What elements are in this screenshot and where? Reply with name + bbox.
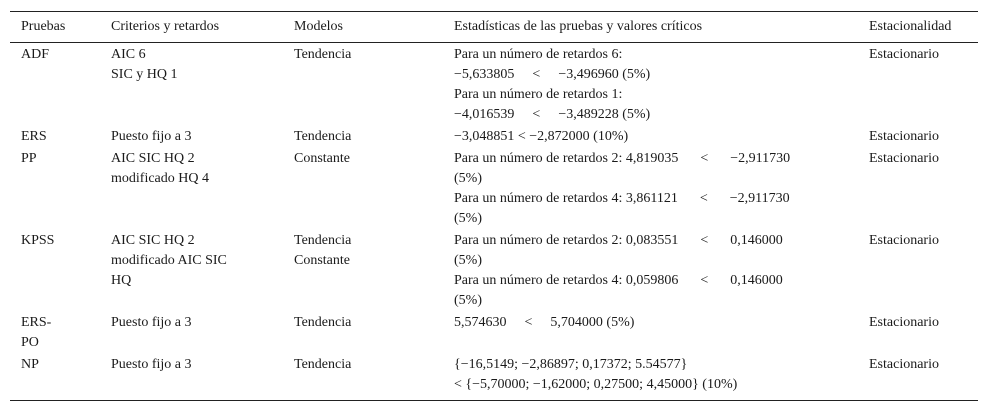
test-cell <box>21 45 49 65</box>
statistic-value: −5,633805 <box>454 67 515 82</box>
stats-cell-line: Para un número de retardos 1: <box>454 87 623 102</box>
criteria-cell-line: HQ <box>111 273 132 288</box>
test-cell-line: KPSS <box>21 233 55 248</box>
test-cell <box>21 313 51 353</box>
test-cell-line: ERS <box>21 129 47 144</box>
test-cell <box>21 149 37 169</box>
stats-cell <box>454 231 783 311</box>
model-cell-line: Constante <box>294 253 350 268</box>
model-cell-line: Tendencia <box>294 47 352 62</box>
criteria-cell-line: AIC 6 <box>111 47 146 62</box>
criteria-cell <box>111 313 192 333</box>
header-pruebas: Pruebas <box>21 19 66 34</box>
stats-cell <box>454 149 790 229</box>
stats-cell-line: Para un número de retardos 6: <box>454 47 623 62</box>
result-cell <box>869 355 939 375</box>
result-cell-line: Estacionario <box>869 233 939 248</box>
comparison-operator: < <box>532 107 541 122</box>
result-cell <box>869 45 939 65</box>
criteria-cell-line: AIC SIC HQ 2 <box>111 151 195 166</box>
result-cell <box>869 313 939 333</box>
criteria-cell <box>111 149 209 189</box>
test-cell-line: ERS- <box>21 315 52 330</box>
critical-value: −3,489228 (5%) <box>558 107 651 122</box>
model-cell-line: Constante <box>294 151 350 166</box>
statistic-value: −4,016539 <box>454 107 515 122</box>
statistic-value: Para un número de retardos 4: 0,059806 <box>454 273 679 288</box>
test-cell-line: ADF <box>21 47 50 62</box>
test-cell-line: PP <box>21 151 37 166</box>
criteria-cell <box>111 231 227 291</box>
critical-value: −2,911730 <box>729 191 790 206</box>
header-modelos: Modelos <box>294 19 343 34</box>
criteria-cell-line: SIC y HQ 1 <box>111 67 178 82</box>
result-cell-line: Estacionario <box>869 315 939 330</box>
criteria-cell <box>111 355 192 375</box>
test-cell <box>21 127 47 147</box>
comparison-operator: < <box>524 315 533 330</box>
stats-cell <box>454 313 634 333</box>
stats-cell-line <box>454 105 650 125</box>
model-cell-line: Tendencia <box>294 315 352 330</box>
stats-cell-line <box>454 65 650 85</box>
stats-cell-line: (5%) <box>454 293 482 308</box>
comparison-operator: < <box>699 191 708 206</box>
model-cell <box>294 149 350 169</box>
statistic-value: Para un número de retardos 2: 0,083551 <box>454 233 679 248</box>
criteria-cell-line: Puesto fijo a 3 <box>111 315 192 330</box>
stats-cell <box>454 355 737 395</box>
model-cell <box>294 45 351 65</box>
table-bottom-rule <box>10 400 978 401</box>
critical-value: 0,146000 <box>730 273 783 288</box>
statistic-value: Para un número de retardos 2: 4,819035 <box>454 151 679 166</box>
model-cell-line: Tendencia <box>294 129 352 144</box>
comparison-operator: < <box>700 233 709 248</box>
header-criterios: Criterios y retardos <box>111 19 220 34</box>
header-estadisticas: Estadísticas de las pruebas y valores críticos <box>454 19 703 34</box>
criteria-cell-line: Puesto fijo a 3 <box>111 129 192 144</box>
model-cell <box>294 355 351 375</box>
result-cell-line: Estacionario <box>869 47 939 62</box>
criteria-cell-line: modificado AIC SIC <box>111 253 227 268</box>
header-estacionalidad: Estacionalidad <box>869 19 952 34</box>
result-cell-line: Estacionario <box>869 129 939 144</box>
critical-value: 0,146000 <box>730 233 783 248</box>
statistic-value: 5,574630 <box>454 315 507 330</box>
stats-cell-line: −3,048851 < −2,872000 (10%) <box>454 129 629 144</box>
stats-cell-line: (5%) <box>454 211 482 226</box>
comparison-operator: < <box>700 273 709 288</box>
stats-cell-line: {−16,5149; −2,86897; 0,17372; 5.54577} <box>454 357 688 372</box>
comparison-operator: < <box>700 151 709 166</box>
stats-cell-line <box>454 271 783 291</box>
stats-cell-line <box>454 189 790 209</box>
critical-value: −3,496960 (5%) <box>558 67 651 82</box>
model-cell <box>294 313 351 333</box>
critical-value: −2,911730 <box>730 151 791 166</box>
stats-cell <box>454 127 628 147</box>
table-top-rule <box>10 11 978 12</box>
test-cell <box>21 355 39 375</box>
statistic-value: Para un número de retardos 4: 3,861121 <box>454 191 678 206</box>
model-cell-line: Tendencia <box>294 233 352 248</box>
test-cell <box>21 231 54 251</box>
result-cell-line: Estacionario <box>869 151 939 166</box>
comparison-operator: < <box>532 67 541 82</box>
result-cell <box>869 127 939 147</box>
stats-cell-line: (5%) <box>454 253 482 268</box>
model-cell-line: Tendencia <box>294 357 352 372</box>
stats-cell-line <box>454 231 783 251</box>
stats-cell-line: (5%) <box>454 171 482 186</box>
result-cell <box>869 231 939 251</box>
stats-cell <box>454 45 650 125</box>
test-cell-line: PO <box>21 335 39 350</box>
stats-cell-line <box>454 313 634 333</box>
stats-cell-line: < {−5,70000; −1,62000; 0,27500; 4,45000} (10%) <box>454 377 738 392</box>
criteria-cell-line: Puesto fijo a 3 <box>111 357 192 372</box>
table-header-rule <box>10 42 978 43</box>
model-cell <box>294 127 351 147</box>
criteria-cell-line: AIC SIC HQ 2 <box>111 233 195 248</box>
test-cell-line: NP <box>21 357 39 372</box>
model-cell <box>294 231 351 271</box>
critical-value: 5,704000 (5%) <box>550 315 635 330</box>
result-cell <box>869 149 939 169</box>
stats-cell-line <box>454 149 790 169</box>
criteria-cell <box>111 45 178 85</box>
criteria-cell-line: modificado HQ 4 <box>111 171 209 186</box>
result-cell-line: Estacionario <box>869 357 939 372</box>
criteria-cell <box>111 127 192 147</box>
